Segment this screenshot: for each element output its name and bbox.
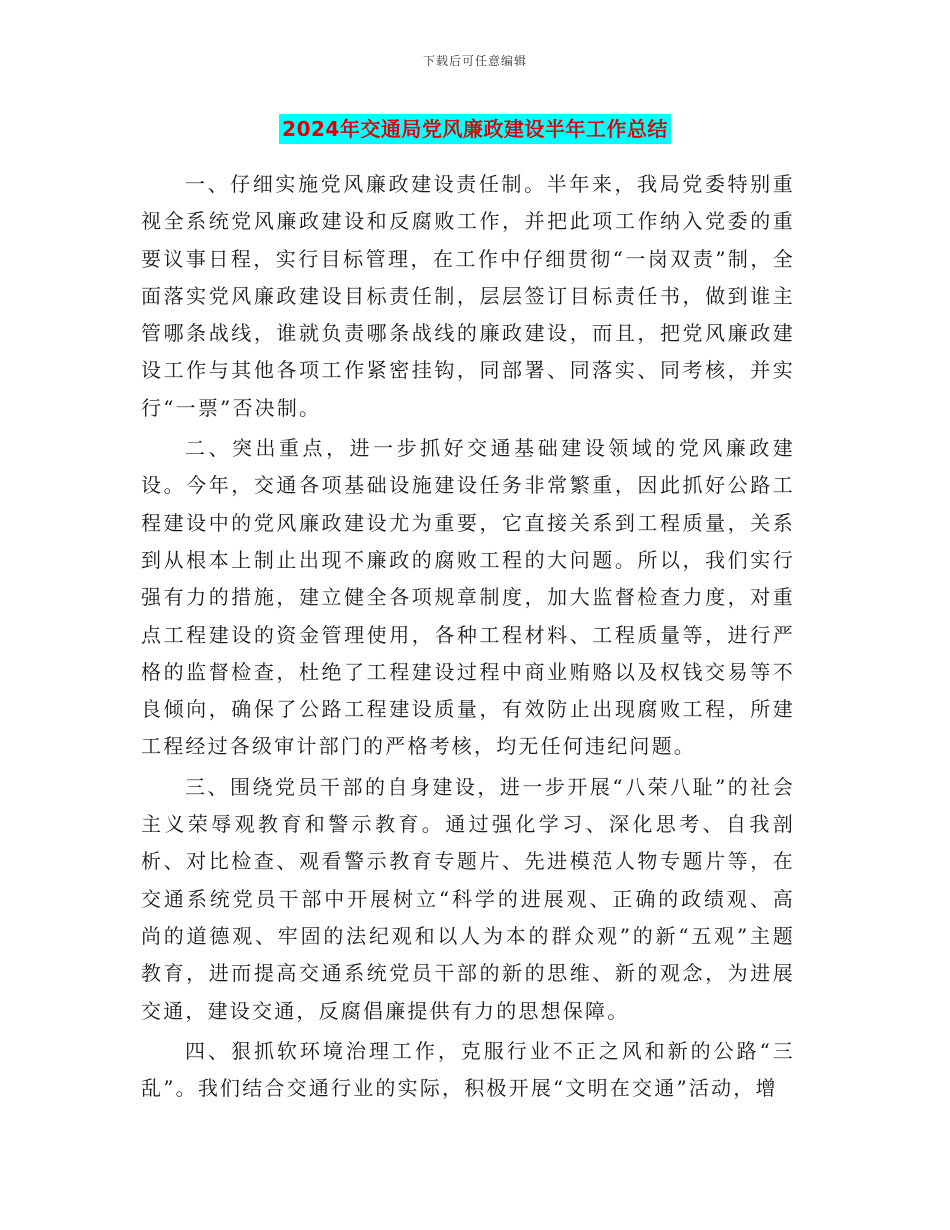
paragraph-3: 三、围绕党员干部的自身建设，进一步开展“八荣八耻”的社会主义荣辱观教育和警示教育。通过强化学习、深化思考、自我剖析、对比检查、观看警示教育专题片、先进模范人物专题片等，在交通系统党员干部中开展树立“科学的进展观、正确的政绩观、高尚的道德观、牢固的法纪观和以人为本的群众观”的新“五观”主题教育，进而提高交通系统党员干部的新的思维、新的观念，为进展交通，建设交通，反腐倡廉提供有力的思想保障。: [141, 774, 795, 1023]
paragraph-1: 一、仔细实施党风廉政建设责任制。半年来，我局党委特别重视全系统党风廉政建设和反腐败工作，并把此项工作纳入党委的重要议事日程，实行目标管理，在工作中仔细贯彻“一岗双责”制，全面落实党风廉政建设目标责任制，层层签订目标责任书，做到谁主管哪条战线，谁就负责哪条战线的廉政建设，而且，把党风廉政建设工作与其他各项工作紧密挂钩，同部署、同落实、同考核，并实行“一票”否决制。: [141, 172, 795, 420]
title-wrapper: [0, 114, 950, 144]
header-note: 下载后可任意编辑: [422, 54, 527, 68]
paragraph-2: 二、突出重点，进一步抓好交通基础建设领域的党风廉政建设。今年，交通各项基础设施建设任务非常繁重，因此抓好公路工程建设中的党风廉政建设尤为重要，它直接关系到工程质量，关系到从根本上制止出现不廉政的腐败工程的大问题。所以，我们实行强有力的措施，建立健全各项规章制度，加大监督检查力度，对重点工程建设的资金管理使用，各种工程材料、工程质量等，进行严格的监督检查，杜绝了工程建设过程中商业贿赂以及权钱交易等不良倾向，确保了公路工程建设质量，有效防止出现腐败工程，所建工程经过各级审计部门的严格考核，均无任何违纪问题。: [141, 436, 795, 759]
paragraph-4: 四、狠抓软环境治理工作，克服行业不正之风和新的公路“三乱”。我们结合交通行业的实际，积极开展“文明在交通”活动，增: [141, 1038, 795, 1101]
document-title: 2024年交通局党风廉政建设半年工作总结: [279, 114, 671, 144]
document-body: [141, 166, 795, 1110]
